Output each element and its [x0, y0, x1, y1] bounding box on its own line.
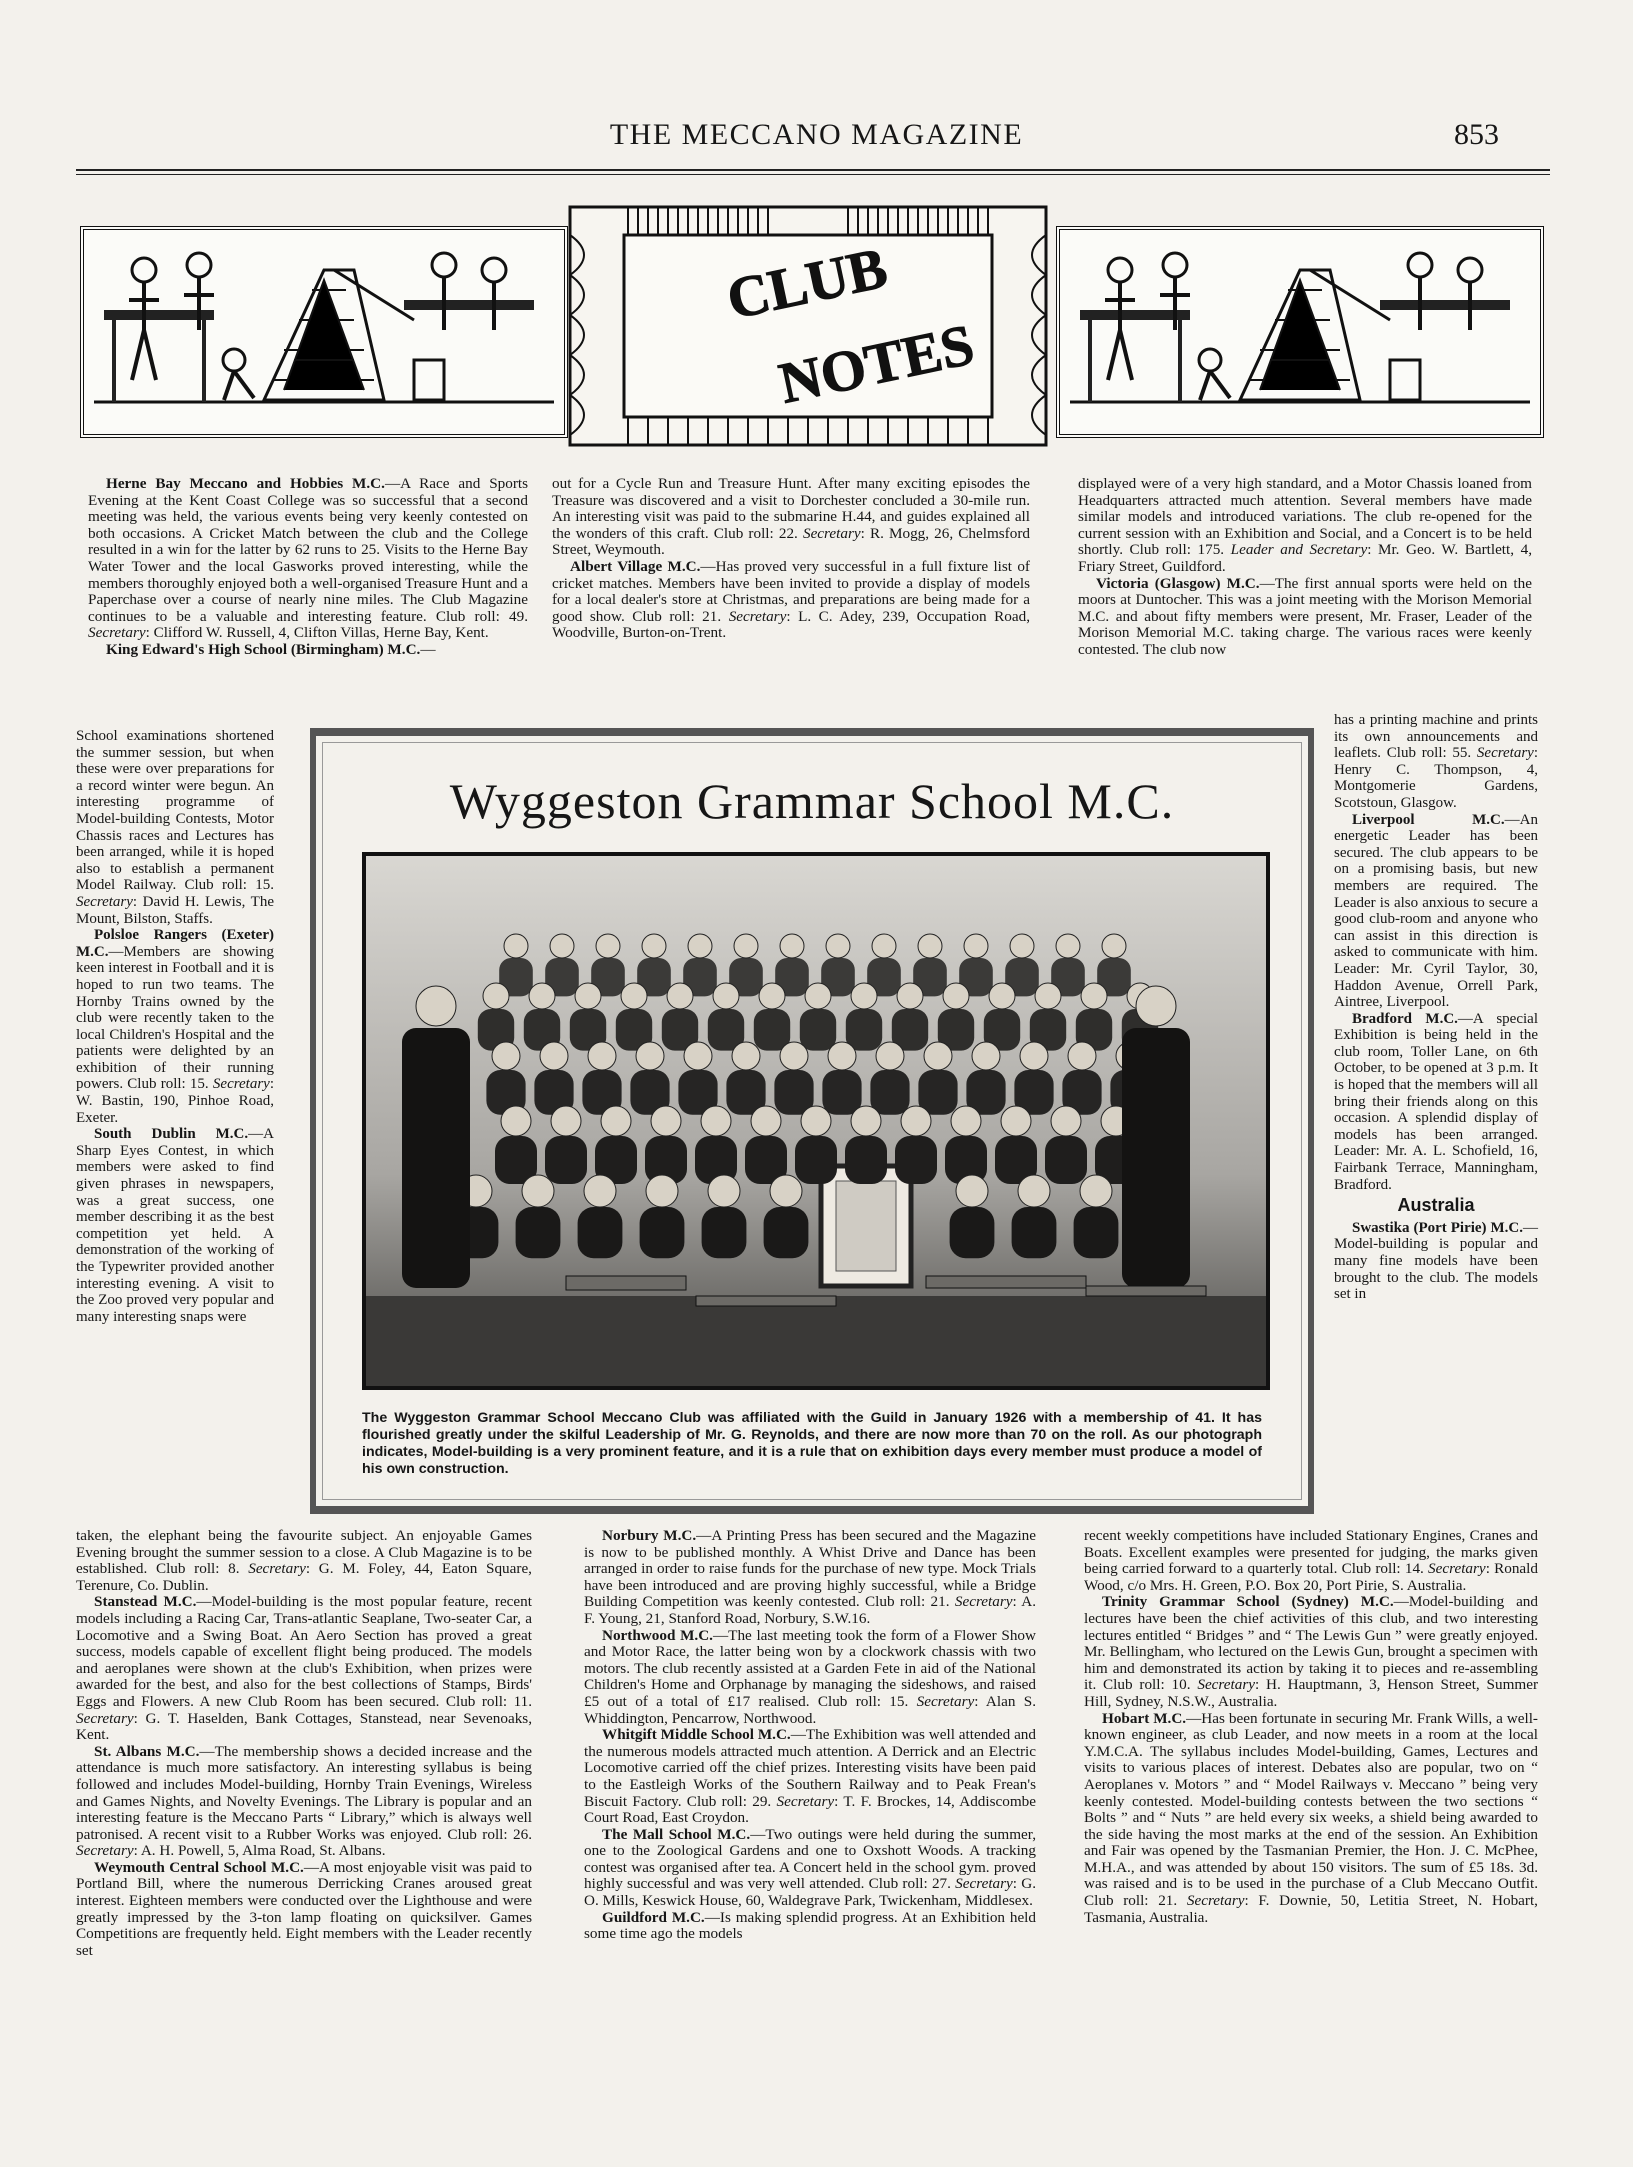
club-note-entry [76, 927, 274, 1126]
photo-figure-body [545, 1136, 587, 1184]
photo-figure-head [636, 1042, 664, 1070]
photo-figure-head [596, 934, 620, 958]
club-note-entry [584, 1628, 1036, 1728]
secretary-address: : G. M. Foley, 44, Eaton Square, Terenure, Co. Dublin. [76, 1560, 532, 1594]
photo-figure-head [713, 983, 739, 1009]
club-note-text: —Model-building and lectures have been the chief activities of this club, and two interesting lectures entitled “ Bridges ” and “ The Lewis Gun ” were greatly enjoyed. Mr. Bellingham, who lectured on the Lewis Gun, brought a specimen with him and demonstrated its action by taking it to pieces and re-assembling it. Club roll: 10. [1084, 1593, 1538, 1694]
club-note-text: —Model-building is the most popular feature, recent models including a Racing Car, Trans-atlantic Seaplane, Two-seater Car, a Locomotive and a Swing Boat. An Aero Section has proved a great success, models capable of excellent flight being produced. The models and aeroplanes were shown at the club's Exhibition, when prizes were awarded for the best, and also for the best collections of Stamps, Birds' Eggs and Flowers. A new Club Room has been secured. Club roll: 11. [76, 1593, 532, 1710]
photo-figure-head [828, 1042, 856, 1070]
photo-figure-head [501, 1106, 531, 1136]
banner-illustration-left [80, 226, 568, 438]
group-photo-illustration [366, 856, 1266, 1386]
photo-figure-head [1010, 934, 1034, 958]
secretary-label: Leader and Secretary [1230, 541, 1368, 559]
photo-figure-head [1056, 934, 1080, 958]
photo-figure-head [751, 1106, 781, 1136]
secretary-label: Secretary [728, 607, 787, 625]
photo-figure-head [972, 1042, 1000, 1070]
club-name: Whitgift Middle School M.C. [602, 1726, 791, 1744]
club-note-text: —Has proved very successful in a full fixture list of cricket matches. Members have been invited to provide a display of models for a local dealer's store at Christmas, and preparations are being made for a good show. Club roll: 21. [552, 557, 1030, 625]
photo-figure-head [588, 1042, 616, 1070]
club-note-text: has a printing machine and prints its own announcements and leaflets. Club roll: 55. [1334, 712, 1538, 762]
photo-figure-body [754, 1009, 790, 1051]
club-note-entry [584, 1727, 1036, 1827]
column-3-narrow-entries [1334, 712, 1538, 1193]
photo-figure-body [795, 1136, 837, 1184]
club-note-entry [584, 1528, 1036, 1628]
photo-figure-head [1081, 983, 1107, 1009]
club-name: Swastika (Port Pirie) M.C. [1352, 1219, 1523, 1236]
secretary-address: : A. H. Powell, 5, Alma Road, St. Albans. [133, 1842, 386, 1860]
club-notes-logo [568, 205, 1048, 447]
secretary-address: : T. F. Brockes, 14, Addiscombe Court Road, East Croydon. [584, 1792, 1036, 1827]
photo-figure-body [578, 1207, 623, 1258]
secretary-label: Secretary [1186, 1892, 1245, 1910]
club-note-text: —The membership shows a decided increase and the attendance is much more satisfactory. An interesting syllabus is being followed and includes Model-building, Hornby Train Evenings, Wireless and Games Nights, and Novelty Evenings. The Library is popular and an interesting feature is the Meccano Parts “ Library,” which is always well patronised. A recent visit to a Rubber Works was enjoyed. Club roll: 26. [76, 1742, 532, 1843]
photo-figure-head [805, 983, 831, 1009]
photo-figure-body [846, 1009, 882, 1051]
club-note-text: —The Exhibition was well attended and the numerous models attracted much attention. A Derrick and an Electric Locomotive carried off the chief prizes. Interesting visits have been paid to the Eastleigh Works of the Southern Railway and to Peak Frean's Biscuit Factory. Club roll: 29. [584, 1726, 1036, 1810]
photo-figure-head [1068, 1042, 1096, 1070]
secretary-address: : Henry C. Thompson, 4, Montgomerie Gardens, Scotstoun, Glasgow. [1334, 745, 1538, 811]
club-name: Northwood M.C. [602, 1626, 713, 1644]
photo-meccano-model [696, 1296, 836, 1306]
club-note-text: —Has been fortunate in securing Mr. Frank Wills, a well-known engineer, as club Leader, and now meets in a room at the local Y.M.C.A. The syllabus includes Model-building, Games, Lectures and visits to various places of interest. Debates also are popular, two on “ Aeroplanes v. Motors ” and “ Model Railways v. Meccano ” being very keenly contested. Model-building contests between the two sections “ Bolts ” and “ Nuts ” are held every six weeks, a shield being awarded to the side having the most marks at the end of the session. An Exhibition and Fair was opened by the Tasmanian Premier, the Hon. J. C. McPhee, M.H.A., and was attended by about 150 visitors. The sum of £5 18s. 3d. was raised and is to be used in the purchase of a Club Meccano Outfit. Club roll: 21. [1084, 1709, 1538, 1910]
photo-figure-head [897, 983, 923, 1009]
column-1-top [88, 476, 528, 659]
photo-figure-head [646, 1175, 678, 1207]
secretary-address: : David H. Lewis, The Mount, Bilston, Staffs. [76, 893, 274, 927]
club-note-entry [1334, 1220, 1538, 1303]
club-name: Victoria (Glasgow) M.C. [1096, 574, 1260, 592]
club-note-text: taken, the elephant being the favourite subject. An enjoyable Games Evening brought the summer session to a close. A Club Magazine is to be established. Club roll: 8. [76, 1527, 532, 1578]
club-name: Stanstead M.C. [94, 1593, 197, 1611]
secretary-label: Secretary [88, 624, 146, 642]
photo-figure-head [1102, 934, 1126, 958]
photo-figure-head [1035, 983, 1061, 1009]
photo-figure-head [701, 1106, 731, 1136]
photo-figure-head [943, 983, 969, 1009]
club-name: Polsloe Rangers (Exeter) M.C. [76, 927, 274, 960]
photo-leader-body [1122, 1028, 1190, 1288]
column-1-bottom [76, 1528, 532, 1959]
photo-figure-head [1080, 1175, 1112, 1207]
feature-caption: The Wyggeston Grammar School Meccano Club was affiliated with the Guild in January 1926 with a membership of 41. It has flourished greatly under the skilful Leadership of Mr. G. Reynolds, and there are now more than 70 on the roll. As our photograph indicates, Model-building is a very prominent feature, and it is a rule that on exhibition days every member must produce a model of his own construction. [362, 1410, 1262, 1477]
secretary-label: Secretary [916, 1692, 975, 1710]
club-note-entry [76, 728, 274, 927]
photo-figure-head [642, 934, 666, 958]
photo-figure-head [575, 983, 601, 1009]
photo-figure-head [584, 1175, 616, 1207]
club-note-entry [584, 1910, 1036, 1943]
club-note-entry [76, 1860, 532, 1960]
boys-building-models-illustration [1060, 230, 1540, 434]
club-group-photograph [362, 852, 1270, 1390]
photo-figure-head [601, 1106, 631, 1136]
secretary-address: : Clifford W. Russell, 4, Clifton Villas, Herne Bay, Kent. [145, 624, 489, 642]
photo-figure-head [964, 934, 988, 958]
header-rule [76, 169, 1550, 171]
club-note-text: —Is making splendid progress. At an Exhibition held some time ago the models [584, 1908, 1036, 1943]
secretary-label: Secretary [1197, 1676, 1255, 1694]
photo-figure-head [780, 1042, 808, 1070]
photo-figure-head [684, 1042, 712, 1070]
photo-figure-head [504, 934, 528, 958]
club-note-text: —The first annual sports were held on the moors at Duntocher. This was a joint meeting with the Morison Memorial M.C. and about fifty members were present, Mr. Fraser, Leader of the Morison Memorial M.C. taking charge. The various races were keenly contested. The club now [1078, 574, 1532, 658]
photo-figure-head [708, 1175, 740, 1207]
photo-figure-head [924, 1042, 952, 1070]
photo-figure-head [621, 983, 647, 1009]
secretary-address: : G. O. Mills, Keswick House, 60, Waldegrave Park, Twickenham, Middlesex. [584, 1875, 1036, 1910]
photo-figure-head [1001, 1106, 1031, 1136]
photo-figure-body [702, 1207, 747, 1258]
photo-figure-head [688, 934, 712, 958]
photo-figure-head [1051, 1106, 1081, 1136]
photo-leader-head [1136, 986, 1176, 1026]
club-note-text: School examinations shortened the summer session, but when these were over preparations for a record winter were begun. An interesting programme of Model-building Contests, Motor Chassis races and Lectures has been arranged, while it is hoped also to establish a permanent Model Railway. Club roll: 15. [76, 728, 274, 894]
club-name: The Mall School M.C. [602, 1825, 751, 1843]
photo-figure-body [950, 1207, 995, 1258]
club-note-entry [76, 1744, 532, 1860]
photo-figure-body [1074, 1207, 1119, 1258]
secretary-address: : Ronald Wood, c/o Mrs. H. Green, P.O. Box 20, Port Pirie, S. Australia. [1084, 1560, 1538, 1594]
club-note-entry [88, 642, 528, 659]
club-note-text: —Members are showing keen interest in Football and it is hoped to run two teams. The Hornby Trains owned by the club were recently taken to the local Children's Hospital and the patients were delighted by an exhibition of their running powers. Club roll: 15. [76, 943, 274, 1093]
club-note-entry [1078, 576, 1532, 659]
club-note-entry [1084, 1528, 1538, 1594]
club-note-text: —An energetic Leader has been secured. The club appears to be on a promising basis, but new members are required. The Leader is also anxious to secure a good club-room and anyone who can assist in this direction is asked to communicate with him. Leader: Mr. Cyril Taylor, 30, Haddon Avenue, Orrell Park, Aintree, Liverpool. [1334, 811, 1538, 1011]
magazine-title: THE MECCANO MAGAZINE [609, 118, 1024, 151]
club-note-entry [76, 1594, 532, 1743]
photo-figure-head [492, 1042, 520, 1070]
photo-figure-body [845, 1136, 887, 1184]
club-name: South Dublin M.C. [94, 1126, 249, 1143]
club-name: Guildford M.C. [602, 1908, 705, 1926]
club-note-entry [552, 559, 1030, 642]
photo-figure-head [876, 1042, 904, 1070]
secretary-label: Secretary [776, 1792, 835, 1810]
photo-figure-head [551, 1106, 581, 1136]
banner-illustration-right [1056, 226, 1544, 438]
photo-figure-head [851, 1106, 881, 1136]
secretary-label: Secretary [1476, 745, 1534, 762]
secretary-address: : H. Hauptmann, 3, Henson Street, Summer Hill, Sydney, N.S.W., Australia. [1084, 1676, 1538, 1710]
column-3-top [1078, 476, 1532, 659]
page-number: 853 [1454, 118, 1499, 151]
photo-figure-body [764, 1207, 809, 1258]
secretary-label: Secretary [248, 1560, 306, 1578]
club-note-text: —A special Exhibition is being held in the club room, Toller Lane, on 6th October, to be opened at 3 p.m. It is hoped that the members will all bring their friends along on this occasion. A splendid display of models has been arranged. Leader: Mr. A. L. Schofield, 16, Fairbank Terrace, Manningham, Bradford. [1334, 1010, 1538, 1193]
photo-figure-head [651, 1106, 681, 1136]
club-note-entry [1334, 712, 1538, 812]
photo-figure-head [667, 983, 693, 1009]
club-name: Trinity Grammar School (Sydney) M.C. [1102, 1593, 1394, 1611]
photo-figure-body [516, 1207, 561, 1258]
club-name: Liverpool M.C. [1352, 811, 1505, 828]
secretary-label: Secretary [1428, 1560, 1486, 1578]
column-3-narrow [1334, 712, 1538, 1303]
secretary-label: Secretary [954, 1593, 1013, 1611]
club-note-text: recent weekly competitions have included Stationary Engines, Cranes and Boats. Excellent examples were presented for judging, the marks given being carried forward to a quarterly total. Club roll: 14. [1084, 1527, 1538, 1578]
club-note-entry [1078, 476, 1532, 576]
club-note-text: —Two outings were held during the summer, one to the Zoological Gardens and one to Oxshott Woods. A tracking contest was organised after tea. A Concert held in the school gym. proved highly successful and was very well attended. Club roll: 27. [584, 1825, 1037, 1893]
feature-box [310, 728, 1314, 1514]
club-note-text: displayed were of a very high standard, and a Motor Chassis loaned from Headquarters attracted much attention. Several members have made similar models and introduced variations. The club re-opened for the current session with an Exhibition and Social, and a Concert is to be held shortly. Club roll: 175. [1078, 475, 1532, 559]
club-name: Hobart M.C. [1102, 1709, 1187, 1727]
photo-figure-head [540, 1042, 568, 1070]
column-2-top [552, 476, 1030, 642]
secretary-address: : Alan S. Whiddington, Pencarrow, Northwood. [584, 1692, 1037, 1727]
secretary-address: : W. Bastin, 190, Pinhoe Road, Exeter. [76, 1076, 274, 1126]
photo-figure-head [759, 983, 785, 1009]
club-note-text: out for a Cycle Run and Treasure Hunt. After many exciting episodes the Treasure was discovered and a visit to Dorchester concluded a 30-mile run. An interesting visit was paid to the submarine H.44, and guides explained all the wonders of this craft. Club roll: 22. [552, 475, 1030, 542]
club-note-text: —The last meeting took the form of a Flower Show and Motor Race, the latter being won by a clockwork chassis with two motors. The club recently assisted at a Garden Fete in aid of the National Children's Home and Orphanage by managing the sideshows, and raised £5 out of a total of £17 realised. Club roll: 15. [584, 1626, 1036, 1710]
club-note-text: — [420, 640, 436, 658]
photo-meccano-model [926, 1276, 1086, 1288]
club-name: St. Albans M.C. [94, 1742, 200, 1760]
club-name: Herne Bay Meccano and Hobbies M.C. [106, 475, 385, 492]
feature-title: Wyggeston Grammar School M.C. [449, 773, 1175, 829]
photo-figure-body [800, 1009, 836, 1051]
photo-figure-body [870, 1070, 909, 1115]
club-note-entry [584, 1827, 1036, 1910]
photo-figure-head [872, 934, 896, 958]
section-heading-australia: Australia [1397, 1195, 1475, 1216]
secretary-address: : F. Downie, 50, Letitia Street, N. Hobart, Tasmania, Australia. [1084, 1892, 1538, 1926]
club-name: Albert Village M.C. [570, 557, 701, 575]
club-note-entry [88, 476, 528, 642]
club-note-text: —A Sharp Eyes Contest, in which members were asked to find given phrases in newspapers, was a great success, one member describing it as the best competition yet held. A demonstration of the working of the Typewriter provided another interesting evening. A visit to the Zoo proved very popular and many interesting snaps were [76, 1126, 274, 1325]
photo-figure-head [826, 934, 850, 958]
photo-figure-head [1020, 1042, 1048, 1070]
photo-figure-head [529, 983, 555, 1009]
secretary-address: : A. F. Young, 21, Stanford Road, Norbury, S.W.16. [584, 1593, 1036, 1627]
photo-figure-body [822, 1070, 861, 1115]
boys-building-models-illustration [84, 230, 564, 434]
photo-figure-head [522, 1175, 554, 1207]
secretary-address: : Mr. Geo. W. Bartlett, 4, Friary Street, Guildford. [1078, 541, 1532, 575]
club-note-entry [552, 476, 1030, 559]
club-note-entry [76, 1126, 274, 1325]
photo-figure-head [851, 983, 877, 1009]
secretary-address: : G. T. Haselden, Bank Cottages, Stanstead, near Sevenoaks, Kent. [76, 1709, 532, 1744]
photo-figure-body [1045, 1136, 1087, 1184]
photo-figure-head [951, 1106, 981, 1136]
logo-notes-text: NOTES [773, 311, 980, 416]
club-note-text: —A Race and Sports Evening at the Kent Coast College was so successful that a second meeting was held, the various events being very keenly contested on both occasions. A Cricket Match between the club and the College resulted in a win for the latter by 62 runs to 25. Visits to the Herne Bay Water Tower and the local Gasworks proved interesting, while the members thoroughly enjoyed both a well-organised Treasure Hunt and a Paperchase over a course of nearly nine miles. The Club Magazine continues to be a valuable and interesting feature. Club roll: 49. [88, 475, 529, 625]
photo-leader-head [416, 986, 456, 1026]
club-note-entry [1084, 1711, 1538, 1927]
secretary-address: : L. C. Adey, 239, Occupation Road, Woodville, Burton-on-Trent. [552, 607, 1030, 642]
club-name: Norbury M.C. [602, 1527, 697, 1544]
club-note-text: —A most enjoyable visit was paid to Portland Bill, where the numerous Derricking Cranes aroused great interest. Eighteen members were conducted over the Lighthouse and were greatly impressed by the 3-ton lamp floating on quicksilver. Games Competitions are frequently held. Eight members with the Leader recently set [76, 1858, 532, 1959]
photo-leader-body [402, 1028, 470, 1288]
photo-figure-head [550, 934, 574, 958]
photo-figure-head [918, 934, 942, 958]
club-note-entry [1334, 1011, 1538, 1194]
club-name: Bradford M.C. [1352, 1010, 1458, 1027]
photo-figure-body [640, 1207, 685, 1258]
photo-figure-head [1018, 1175, 1050, 1207]
photo-meccano-model [566, 1276, 686, 1290]
club-note-text: —Model-building is popular and many fine models have been brought to the club. The models set in [1334, 1219, 1538, 1303]
column-2-bottom [584, 1528, 1036, 1943]
photo-figure-body [895, 1136, 937, 1184]
photo-figure-head [732, 1042, 760, 1070]
club-note-entry [1334, 812, 1538, 1011]
club-note-entry [76, 1528, 532, 1594]
photo-figure-head [956, 1175, 988, 1207]
club-name: King Edward's High School (Birmingham) M.C. [106, 640, 421, 658]
photo-figure-head [989, 983, 1015, 1009]
secretary-label: Secretary [955, 1875, 1013, 1893]
photo-figure-head [780, 934, 804, 958]
secretary-label: Secretary [76, 1842, 134, 1860]
column-3-bottom [1084, 1528, 1538, 1926]
secretary-label: Secretary [802, 524, 861, 542]
secretary-label: Secretary [76, 893, 133, 910]
photo-figure-head [734, 934, 758, 958]
photo-figure-head [770, 1175, 802, 1207]
secretary-label: Secretary [76, 1709, 134, 1727]
header-rule-thin [76, 174, 1550, 175]
photo-figure-head [901, 1106, 931, 1136]
logo-club-text: CLUB [721, 234, 893, 332]
club-name: Weymouth Central School M.C. [94, 1858, 304, 1876]
secretary-address: : R. Mogg, 26, Chelmsford Street, Weymouth. [552, 524, 1030, 559]
photo-figure-head [801, 1106, 831, 1136]
secretary-label: Secretary [212, 1076, 270, 1093]
photo-meccano-model [1086, 1286, 1206, 1296]
photo-figure-head [483, 983, 509, 1009]
club-note-text: —A Printing Press has been secured and the Magazine is now to be published monthly. A Whist Drive and Dance has been arranged in order to raise funds for the purchase of new type. Mock Trials have been introduced and are proving highly successful, while a Bridge Building Competition was keenly contested. Club roll: 21. [584, 1527, 1036, 1611]
column-3-narrow-entries-2 [1334, 1220, 1538, 1303]
column-1-narrow [76, 728, 274, 1325]
photo-figure-body [1012, 1207, 1057, 1258]
club-note-entry [1084, 1594, 1538, 1710]
